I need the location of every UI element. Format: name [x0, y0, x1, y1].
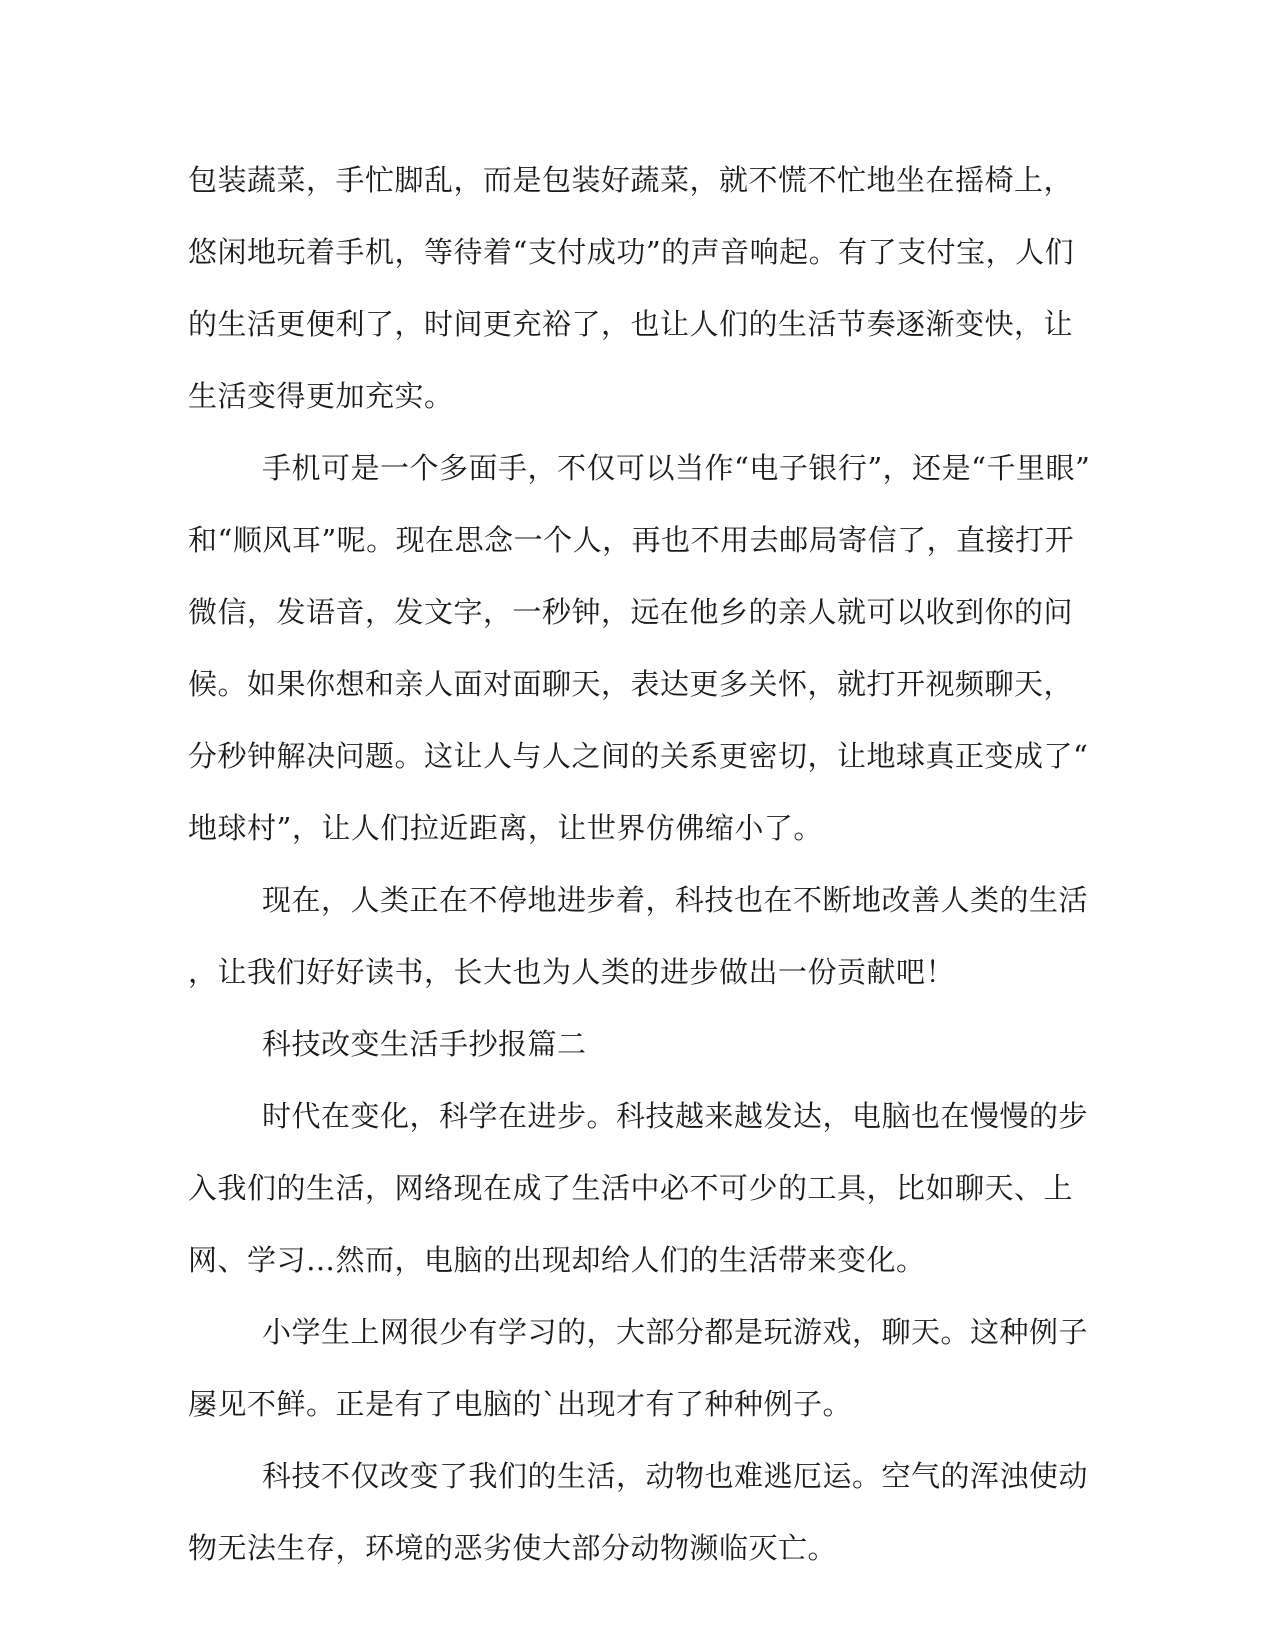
text-line: 地球村”，让人们拉近距离，让世界仿佛缩小了。	[188, 811, 823, 845]
paragraph-first-line: 现在，人类正在不停地进步着，科技也在不断地改善人类的生活	[262, 883, 1089, 917]
paragraph-first-line: 时代在变化，科学在进步。科技越来越发达，电脑也在慢慢的步	[262, 1099, 1089, 1133]
paragraph-first-line: 科技不仅改变了我们的生活，动物也难逃厄运。空气的浑浊使动	[262, 1459, 1089, 1493]
text-line: 入我们的生活，网络现在成了生活中必不可少的工具，比如聊天、上	[188, 1171, 1074, 1205]
text-line: 生活变得更加充实。	[188, 379, 454, 413]
text-line: 物无法生存，环境的恶劣使大部分动物濒临灭亡。	[188, 1531, 838, 1565]
text-line: 候。如果你想和亲人面对面聊天，表达更多关怀，就打开视频聊天，	[188, 667, 1074, 701]
text-line: 悠闲地玩着手机，等待着“支付成功”的声音响起。有了支付宝，人们	[188, 235, 1075, 269]
text-line: ，让我们好好读书，长大也为人类的进步做出一份贡献吧！	[188, 955, 956, 989]
paragraph-first-line: 手机可是一个多面手，不仅可以当作“电子银行”，还是“千里眼”	[262, 451, 1091, 485]
text-line: 的生活更便利了，时间更充裕了，也让人们的生活节奏逐渐变快，让	[188, 307, 1074, 341]
text-line: 微信，发语音，发文字，一秒钟，远在他乡的亲人就可以收到你的问	[188, 595, 1074, 629]
text-line: 网、学习…然而，电脑的出现却给人们的生活带来变化。	[188, 1243, 926, 1277]
text-line: 屡见不鲜。正是有了电脑的`出现才有了种种例子。	[188, 1387, 853, 1421]
section-heading: 科技改变生活手抄报篇二	[262, 1027, 587, 1061]
text-line: 包装蔬菜，手忙脚乱，而是包装好蔬菜，就不慌不忙地坐在摇椅上，	[188, 163, 1074, 197]
text-line: 和“顺风耳”呢。现在思念一个人，再也不用去邮局寄信了，直接打开	[188, 523, 1075, 557]
text-line: 分秒钟解决问题。这让人与人之间的关系更密切，让地球真正变成了“	[188, 739, 1089, 773]
paragraph-first-line: 小学生上网很少有学习的，大部分都是玩游戏，聊天。这种例子	[262, 1315, 1089, 1349]
